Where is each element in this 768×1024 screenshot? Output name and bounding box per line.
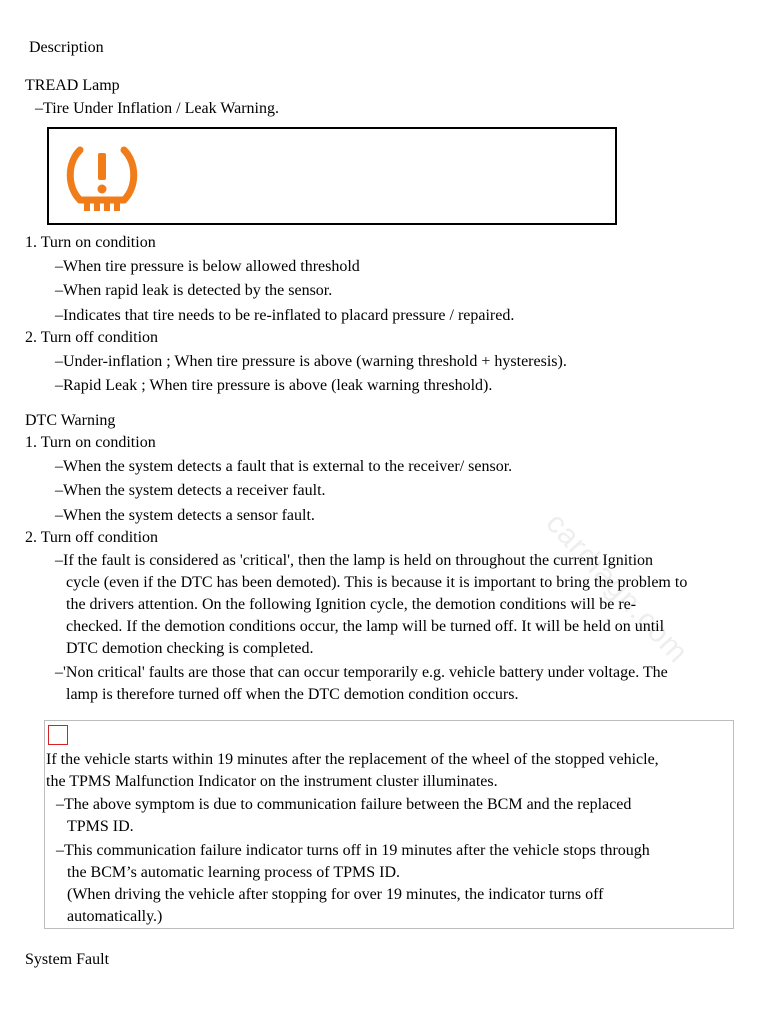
paragraph-line: DTC demotion checking is completed. (66, 640, 314, 657)
list-item: –Under-inflation ; When tire pressure is above (warning threshold + hysteresis). (55, 353, 567, 370)
note-line: the TPMS Malfunction Indicator on the instrument cluster illuminates. (46, 773, 498, 790)
note-icon (48, 725, 68, 745)
system-fault-heading: System Fault (25, 951, 110, 968)
note-line: automatically.) (67, 908, 163, 925)
list-item: –When the system detects a sensor fault. (55, 507, 315, 524)
note-line: If the vehicle starts within 19 minutes after the replacement of the wheel of the stopped vehicle, (46, 751, 659, 768)
tpms-warning-icon (64, 143, 140, 213)
note-line: TPMS ID. (67, 818, 134, 835)
paragraph-line: –If the fault is considered as 'critical', then the lamp is held on throughout the current Ignition (55, 552, 654, 569)
list-item: –Indicates that tire needs to be re-inflated to placard pressure / repaired. (55, 307, 515, 324)
list-item: –When the system detects a receiver fault. (55, 482, 326, 499)
note-line: (When driving the vehicle after stopping for over 19 minutes, the indicator turns off (67, 886, 604, 903)
page-heading: Description (29, 39, 104, 56)
list-item: –When rapid leak is detected by the sensor. (55, 282, 333, 299)
tpms-lamp-box (47, 127, 617, 225)
note-line: –The above symptom is due to communication failure between the BCM and the replaced (56, 796, 632, 813)
paragraph-line: –'Non critical' faults are those that can occur temporarily e.g. vehicle battery under voltage. The (55, 664, 668, 681)
note-line: the BCM’s automatic learning process of TPMS ID. (67, 864, 400, 881)
paragraph-line: cycle (even if the DTC has been demoted). This is because it is important to bring the problem to (66, 574, 688, 591)
dtc-turn-off-label: 2. Turn off condition (25, 529, 159, 546)
tread-lamp-subtitle: –Tire Under Inflation / Leak Warning. (35, 100, 279, 117)
paragraph-line: checked. If the demotion conditions occur, the lamp will be turned off. It will be held on until (66, 618, 665, 635)
paragraph-line: the drivers attention. On the following Ignition cycle, the demotion conditions will be re- (66, 596, 637, 613)
tread-lamp-title: TREAD Lamp (25, 77, 120, 94)
paragraph-line: lamp is therefore turned off when the DTC demotion condition occurs. (66, 686, 519, 703)
tread-turn-on-label: 1. Turn on condition (25, 234, 156, 251)
list-item: –Rapid Leak ; When tire pressure is above (leak warning threshold). (55, 377, 493, 394)
tread-turn-off-label: 2. Turn off condition (25, 329, 159, 346)
note-line: –This communication failure indicator turns off in 19 minutes after the vehicle stops through (56, 842, 650, 859)
watermark: cardiagn.com (539, 506, 695, 670)
dtc-turn-on-label: 1. Turn on condition (25, 434, 156, 451)
list-item: –When the system detects a fault that is external to the receiver/ sensor. (55, 458, 513, 475)
dtc-warning-title: DTC Warning (25, 412, 116, 429)
list-item: –When tire pressure is below allowed threshold (55, 258, 360, 275)
